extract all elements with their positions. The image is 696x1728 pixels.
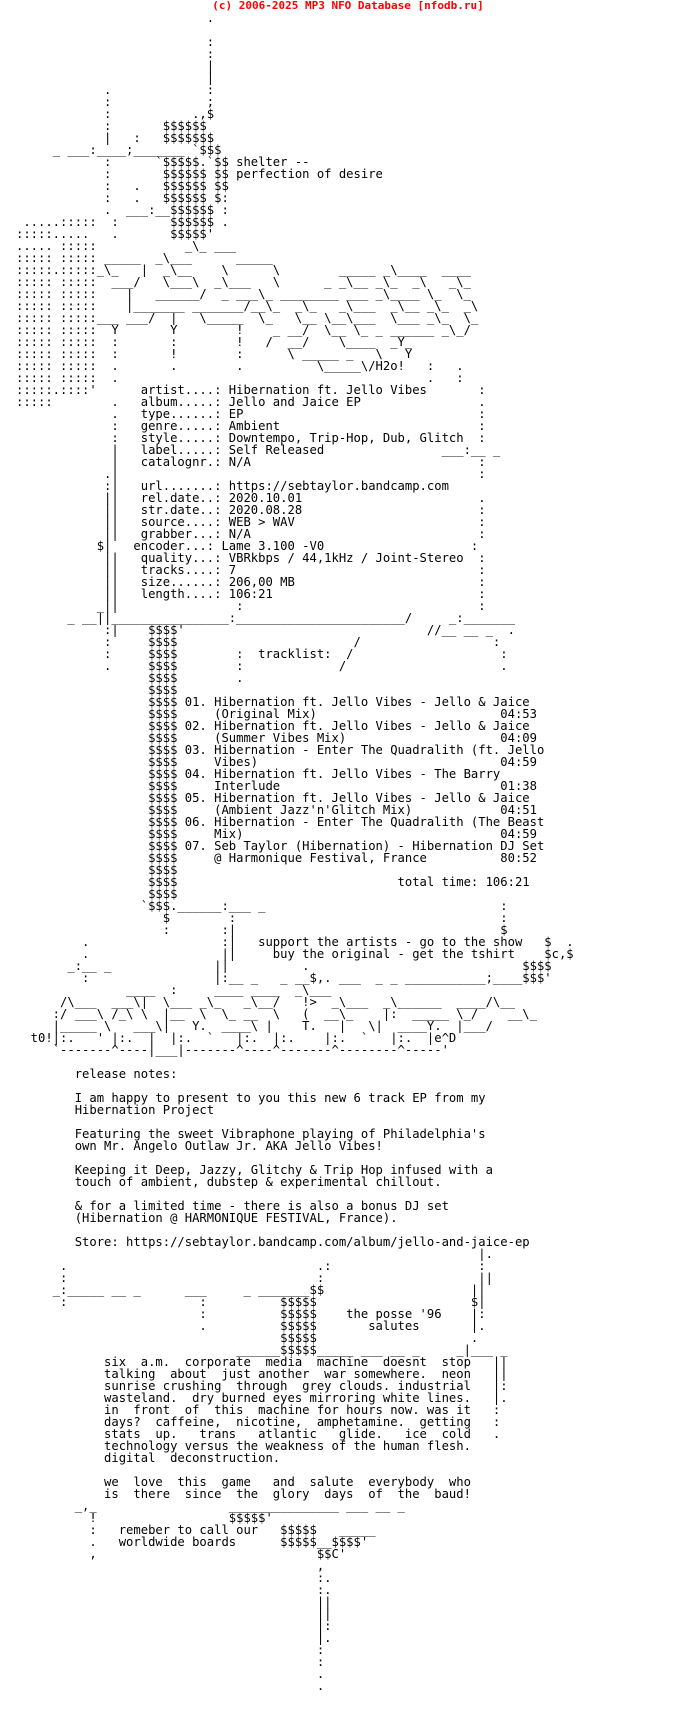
nfo-line: ::::: ::::: . . . \_____\/H2o! : .: [16, 359, 464, 373]
nfo-line: days? caffeine, nicotine, amphetamine. getting :: [16, 1415, 501, 1429]
nfo-line: _ ___:____;_______ `$$$: [16, 143, 222, 157]
nfo-line: |: [16, 71, 215, 85]
nfo-line: $$$$ total time: 106:21: [16, 875, 530, 889]
nfo-line: $$$$ 05. Hibernation ft. Jello Vibes - Jello & Jaice: [16, 791, 530, 805]
nfo-line: touch of ambient, dubstep & experimental chillout.: [16, 1175, 442, 1189]
nfo-line: .....::::: : $$$$$$ .: [16, 215, 229, 229]
nfo-line: six a.m. corporate media machine doesnt stop ||: [16, 1355, 508, 1369]
nfo-line: $$$$ (Summer Vibes Mix) 04:09: [16, 731, 537, 745]
nfo-line: :: [16, 1643, 325, 1657]
nfo-line: | catalognr.: N/A :: [16, 455, 486, 469]
nfo-line: $$$$ 03. Hibernation - Enter The Quadralith (ft. Jello: [16, 743, 545, 757]
nfo-line: : `$$$$$.`$$ shelter --: [16, 155, 310, 169]
nfo-line: : genre.....: Ambient :: [16, 419, 486, 433]
nfo-line: ::::: ::::: : : ! / __/ \____ _Y_: [16, 335, 413, 349]
nfo-line: sunrise crushing through grey clouds. industrial |:: [16, 1379, 508, 1393]
nfo-line: || tracks....: 7 :: [16, 563, 486, 577]
nfo-line: || size......: 206,00 MB :: [16, 575, 486, 589]
nfo-line: ____ : ____ ____ _\___: [16, 983, 332, 997]
nfo-line: $| encoder...: Lame 3.100 -V0 :: [16, 539, 479, 553]
nfo-line: |.: [16, 1247, 493, 1261]
nfo-line: || rel.date..: 2020.10.01 .: [16, 491, 486, 505]
nfo-line: ::::: ::::: _____ _\___ _____: [16, 251, 273, 265]
nfo-line: $$$$: [16, 683, 178, 697]
nfo-line: ,: [16, 1559, 325, 1573]
nfo-line: `-------^----|___|-------^----^-------^--------^-----': [16, 1043, 449, 1057]
nfo-line: $$$$: [16, 863, 178, 877]
nfo-line: _ __||________________:_______________________/ _:_______: [16, 611, 515, 625]
nfo-line: :::::..... . $$$$$': [16, 227, 215, 241]
nfo-line: : $$$$$$: [16, 119, 207, 133]
nfo-line: :| $$$$' //__ __ _ .: [16, 623, 515, 637]
nfo-line: ::::: ::::: | ______/ _ ___\_ ________ ___ _\____ \_ \_: [16, 287, 471, 301]
nfo-line: _:_____ __ _ ___ _ _______$$ ||: [16, 1283, 486, 1297]
nfo-line: Store: https://sebtaylor.bandcamp.com/album/jello-and-jaice-ep: [16, 1235, 530, 1249]
nfo-line: `$$$.______:___ _ :: [16, 899, 508, 913]
nfo-line: $$$$$ .: [16, 1331, 479, 1345]
nfo-line: is there since the glory days of the baud!: [16, 1487, 471, 1501]
nfo-line: wasteland. dry burned eyes mirroring white lines. |.: [16, 1391, 508, 1405]
nfo-line: $$$$ 06. Hibernation - Enter The Quadralith (The Beast: [16, 815, 545, 829]
nfo-line: ::::: ::::: Y Y ! _ __/ \__ \_ _ ______ _\_/: [16, 323, 471, 337]
nfo-line: $$$$ 07. Seb Taylor (Hibernation) - Hibernation DJ Set: [16, 839, 545, 853]
nfo-line: : |:__ _ _ __$,. ___ _ _ ___________;____$$$': [16, 971, 552, 985]
site-header: (c) 2006-2025 MP3 NFO Database [nfodb.ru]: [212, 0, 484, 12]
nfo-line: :| url.......: https://sebtaylor.bandcamp.com: [16, 479, 449, 493]
nfo-line: ||: [16, 1607, 332, 1621]
nfo-line: :.: [16, 1583, 332, 1597]
nfo-line: $$$$ (Original Mix) 04:53: [16, 707, 537, 721]
nfo-line: $$$$ Interlude 01:38: [16, 779, 537, 793]
nfo-line: . :| support the artists - go to the show $ .: [16, 935, 574, 949]
nfo-line: :::::.:::::_\_ | _\__ \ \ _____ _\____ ____: [16, 263, 471, 277]
nfo-line: _|| : :: [16, 599, 486, 613]
nfo-line: : ;: [16, 95, 215, 109]
nfo-line: : style.....: Downtempo, Trip-Hop, Dub, Glitch :: [16, 431, 486, 445]
nfo-line: ! $$$$$': [16, 1511, 273, 1525]
nfo-line: ||: [16, 1595, 332, 1609]
nfo-line: $$$$ 04. Hibernation ft. Jello Vibes - The Barry: [16, 767, 501, 781]
nfo-line: own Mr. Angelo Outlaw Jr. AKA Jello Vibes!: [16, 1139, 383, 1153]
nfo-line: . type......: EP :: [16, 407, 486, 421]
nfo-line: talking about just another war somewhere. neon ||: [16, 1367, 508, 1381]
nfo-line: ::::: ::::: . . :: [16, 371, 464, 385]
nfo-line: : .,$: [16, 107, 215, 121]
nfo-line: || length....: 106:21 :: [16, 587, 486, 601]
nfo-line: technology versus the weakness of the human flesh.: [16, 1439, 471, 1453]
nfo-line: _:__ _ || . $$$$: [16, 959, 552, 973]
nfo-line: ::::: ::::: |_______ _______/__\_ _\_ _\___ _\__ _\_ _\: [16, 299, 479, 313]
nfo-line: $$$$ Mix) 04:59: [16, 827, 537, 841]
nfo-line: : $$$$$ the posse '96 |:: [16, 1307, 486, 1321]
nfo-line: Featuring the sweet Vibraphone playing of Philadelphia's: [16, 1127, 486, 1141]
nfo-line: $$$$ (Ambient Jazz'n'Glitch Mix) 04:51: [16, 803, 537, 817]
nfo-line: Keeping it Deep, Jazzy, Glitchy & Trip Hop infused with a: [16, 1163, 493, 1177]
nfo-line: || str.date..: 2020.08.28 :: [16, 503, 486, 517]
nfo-line: | : $$$$$$$: [16, 131, 215, 145]
nfo-line: ::::: :::::___ ___/ | \_____ \_ \__ \__\___ \___ _\_ \_: [16, 311, 479, 325]
nfo-line: _,_ _______________ ___ __ _: [16, 1499, 405, 1513]
nfo-line: Hibernation Project: [16, 1103, 215, 1117]
nfo-line: $$$$ Vibes) 04:59: [16, 755, 537, 769]
nfo-line: : remeber to call our $$$$$ _____: [16, 1523, 376, 1537]
nfo-line: stats up. trans atlantic glide. ice cold .: [16, 1427, 501, 1441]
nfo-line: . ___:__$$$$$$ :: [16, 203, 229, 217]
nfo-line: :: [16, 35, 215, 49]
nfo-line: : . $$$$$$ $$: [16, 179, 229, 193]
nfo-line: ..... ::::: _\_ ___: [16, 239, 237, 253]
nfo-line: .: [16, 1679, 325, 1693]
nfo-line: . worldwide boards $$$$$__$$$$': [16, 1535, 369, 1549]
nfo-line: | label.....: Self Released ___:__ _: [16, 443, 501, 457]
nfo-line: || grabber...: N/A :: [16, 527, 486, 541]
nfo-line: , $$C': [16, 1547, 347, 1561]
nfo-line: ______$$$$$_____ ___ __ _ _|___ _: [16, 1343, 508, 1357]
nfo-line: :/ ___\ /_\ \ |__ \ \_ __ \ ( __\_ |: _____ \_/ __\_: [16, 1007, 537, 1021]
nfo-line: || quality...: VBRkbps / 44,1kHz / Joint-Stereo :: [16, 551, 486, 565]
nfo-line: .: [16, 11, 215, 25]
nfo-line: $$$$ .: [16, 671, 244, 685]
nfo-line: . || buy the original - get the tshirt $c,$: [16, 947, 574, 961]
nfo-line: :.: [16, 1571, 332, 1585]
nfo-line: .| :: [16, 467, 486, 481]
nfo-line: digital deconstruction.: [16, 1451, 281, 1465]
nfo-line: .: [16, 1667, 325, 1681]
nfo-line: ::::: ::::: ___/ \___\ _\___ \ _ _\__ _\_ _\ _\_: [16, 275, 471, 289]
nfo-line: $$$$ @ Harmonique Festival, France 80:52: [16, 851, 537, 865]
nfo-line: /\___ ___\| \___ _\_ _\__/ !> _\___ _\______ ____/\__: [16, 995, 515, 1009]
nfo-line: we love this game and salute everybody who: [16, 1475, 471, 1489]
nfo-line: |:: [16, 1619, 332, 1633]
nfo-line: $$$$: [16, 887, 178, 901]
nfo-line: :::::.::::' artist....: Hibernation ft. Jello Vibes :: [16, 383, 486, 397]
nfo-line: ::::: ::::: : ! : \ _____ _ \ Y: [16, 347, 413, 361]
nfo-line: :: [16, 47, 215, 61]
nfo-text-block: [16, 12, 686, 1692]
nfo-line: . .: :: [16, 1259, 486, 1273]
nfo-line: $$$$ 01. Hibernation ft. Jello Vibes - Jello & Jaice: [16, 695, 530, 709]
nfo-line: $$$$ 02. Hibernation ft. Jello Vibes - Jello & Jaice: [16, 719, 530, 733]
nfo-line: |_____ \ ___\| Y. ____\ | T. | \| ____Y. |___/: [16, 1019, 493, 1033]
nfo-line: :: [16, 1655, 325, 1669]
nfo-line: || source....: WEB > WAV :: [16, 515, 486, 529]
nfo-line: t0!|:. ' |:. | |:. ` |:. |:. |:. ` |:. |e^D: [16, 1031, 457, 1045]
nfo-line: I am happy to present to you this new 6 track EP from my: [16, 1091, 486, 1105]
nfo-line: : $$$$ / :: [16, 635, 501, 649]
nfo-line: & for a limited time - there is also a bonus DJ set: [16, 1199, 449, 1213]
nfo-line: |: [16, 59, 215, 73]
nfo-line: : $$$$ : tracklist: / :: [16, 647, 508, 661]
nfo-line: : $$$$$$ $$ perfection of desire: [16, 167, 383, 181]
nfo-line: . :: [16, 83, 215, 97]
nfo-line: (Hibernation @ HARMONIQUE FESTIVAL, France).: [16, 1211, 398, 1225]
nfo-line: in front of this machine for hours now. was it :: [16, 1403, 501, 1417]
nfo-line: : . $$$$$$ $:: [16, 191, 229, 205]
nfo-line: : : $$$$$ $|: [16, 1295, 486, 1309]
nfo-line: . $$$$$ salutes |.: [16, 1319, 486, 1333]
nfo-line: $ : :: [16, 911, 508, 925]
nfo-line: ::::: . album.....: Jello and Jaice EP .: [16, 395, 486, 409]
nfo-line: : : ||: [16, 1271, 493, 1285]
nfo-line: . $$$$ : / .: [16, 659, 508, 673]
nfo-line: |.: [16, 1631, 332, 1645]
nfo-line: : :| $: [16, 923, 508, 937]
nfo-line: release notes:: [16, 1067, 178, 1081]
